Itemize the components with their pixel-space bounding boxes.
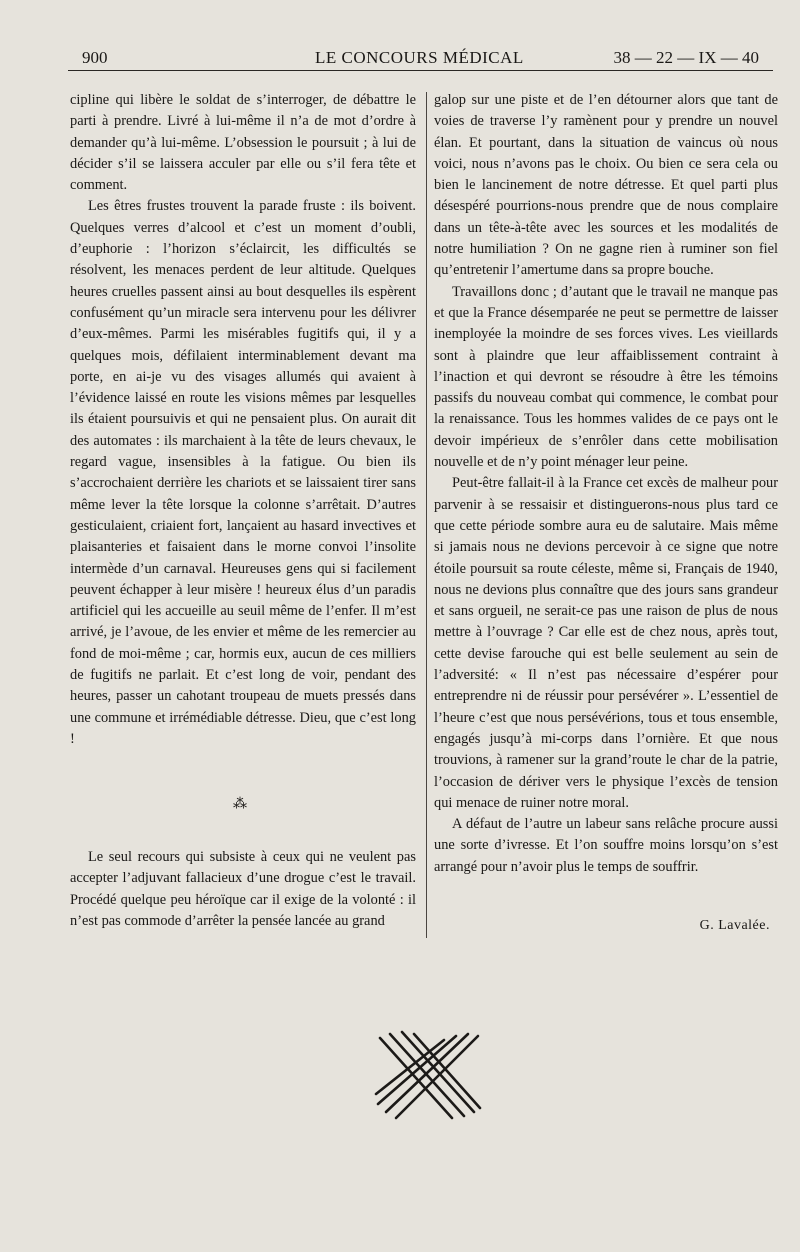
column-divider (426, 92, 427, 938)
paragraph: Le seul recours qui subsiste à ceux qui ne veulent pas accepter l’adjuvant fallacieux d’une drogue c’est le travail. Procédé quelque peu héroïque car il exige de la volonté : il n’est pas commode d’arrêter la pensée lancée au grand (70, 849, 416, 929)
left-column-continued (70, 847, 416, 932)
paragraph: Travaillons donc ; d’autant que le travail ne manque pas et que la France désemparée ne peut se permettre de laisser inemployée la moindre de ses forces vives. Les vieillards sont à plaindre que leur affaiblissement contraint à l’inaction et qui devront se résoudre à être les témoins passifs du nouveau combat qui commence, le combat pour la renaissance. Tous les hommes valides de ce pays ont le devoir impérieux de s’enrôler dans cette mobilisation nouvelle et de n’y point ménager leur peine. (434, 283, 778, 471)
asterism-separator: ⁂ (233, 797, 247, 812)
paragraph: A défaut de l’autre un labeur sans relâche procure aussi une sorte d’ivresse. Et l’on souffre moins lorsqu’on s’est arrangé pour n’avoir plus le temps de souffrir. (434, 816, 778, 875)
paragraph: galop sur une piste et de l’en détourner alors que tant de voies de traverse l’y ramènent pour y prendre un nouvel élan. Et pourtant, dans la situation de vaincus où nous voici, nous n’avons pas le choix. Ou bien ce sera cela ou bien le lancinement de notre détresse. Et quel parti plus désespéré pourrions-nous prendre que de nous complaire dans un tête-à-tête avec les sources et les modalités de notre humiliation ? On ne gagne rien à ruminer son fiel qu’entretenir l’amertume dans sa propre bouche. (434, 92, 778, 279)
right-column (434, 90, 778, 878)
page-number: 900 (82, 48, 108, 67)
left-column (70, 90, 416, 750)
running-header (68, 46, 773, 71)
paragraph: Peut-être fallait-il à la France cet excès de malheur pour parvenir à se ressaisir et distinguerons-nous plus tard ce que cette période sombre aura eu de salutaire. Mais même si jamais nous ne devions percevoir à ce signe que notre étoile poursuit sa route céleste, même si, Français de 1940, nous ne devions plus connaître que des jours sans grandeur et sans orgueil, ne serait-ce pas une raison de plus de nous mettre à l’ouvrage ? Car elle est de chez nous, après tout, cette devise farouche qui est belle seulement au sein de l’adversité: « Il n’est pas nécessaire d’espérer pour entreprendre ni de réussir pour persévérer ». L’essentiel de l’heure c’est que nous persévérions, tous et tous ensemble, engagés jusqu’à mi-corps dans l’ornière. Et que nous trouvions, à ramener sur la grand’route le char de la patrie, l’occasion de dériver vers le physique l’excès de tension qui menace de ruiner notre moral. (434, 475, 778, 811)
crosshatch-ornament-icon (374, 1030, 484, 1130)
issue-date: 38 — 22 — IX — 40 (613, 48, 759, 67)
paragraph: cipline qui libère le soldat de s’interroger, de débattre le parti à prendre. Livré à lui-même il n’a de mot d’ordre à demander qu’à lui-même. L’obsession le poursuit ; à lui de décider s’il se laissera acculer par elle ou s’il fera tête et comment. (70, 92, 416, 194)
author-signature: G. Lavalée. (699, 918, 770, 933)
paragraph: Les êtres frustes trouvent la parade fruste : ils boivent. Quelques verres d’alcool et c’est un moment d’oubli, d’euphorie : l’horizon s’éclaircit, les difficultés se résolvent, les menaces perdent de leur altitude. Quelques heures cruelles passent ainsi au bout desquelles ils espèrent confusément qu’un miracle sera intervenu pour les délivrer d’eux-mêmes. Parmi les misérables fugitifs qui, il y a quelques mois, défilaient interminablement devant ma porte, en ai-je vu des visages allumés qui avaient à l’évidence laissé en route les visions mêmes par lesquelles ils étaient poursuivis et qui ne pensaient plus. On aurait dit des automates : ils marchaient à la tête de leurs chevaux, le regard vague, insensibles à la fatigue. Ou bien ils s’accrochaient derrière les chariots et se laissaient tirer sans même lever la tête lorsque la colonne s’arrêtait. D’autres gesticulaient, criaient fort, lançaient au hasard invectives et plaisanteries et faisaient dans le morne convoi l’insolite intermède d’un carnaval. Heureuses gens qui si facilement peuvent échapper à leur misère ! heureux élus d’un paradis artificiel qui les accueille au seuil même de l’enfer. Il m’est arrivé, je l’avoue, de les envier et même de les remercier au fond de moi-même ; car, hormis eux, aucun de ces milliers de fugitifs ne parlait. Et c’est long de voir, pendant des heures, passer un cahotant troupeau de muets pressés dans une commune et irrémédiable détresse. Dieu, que c’est long ! (70, 198, 416, 747)
journal-title: LE CONCOURS MÉDICAL (315, 48, 524, 67)
